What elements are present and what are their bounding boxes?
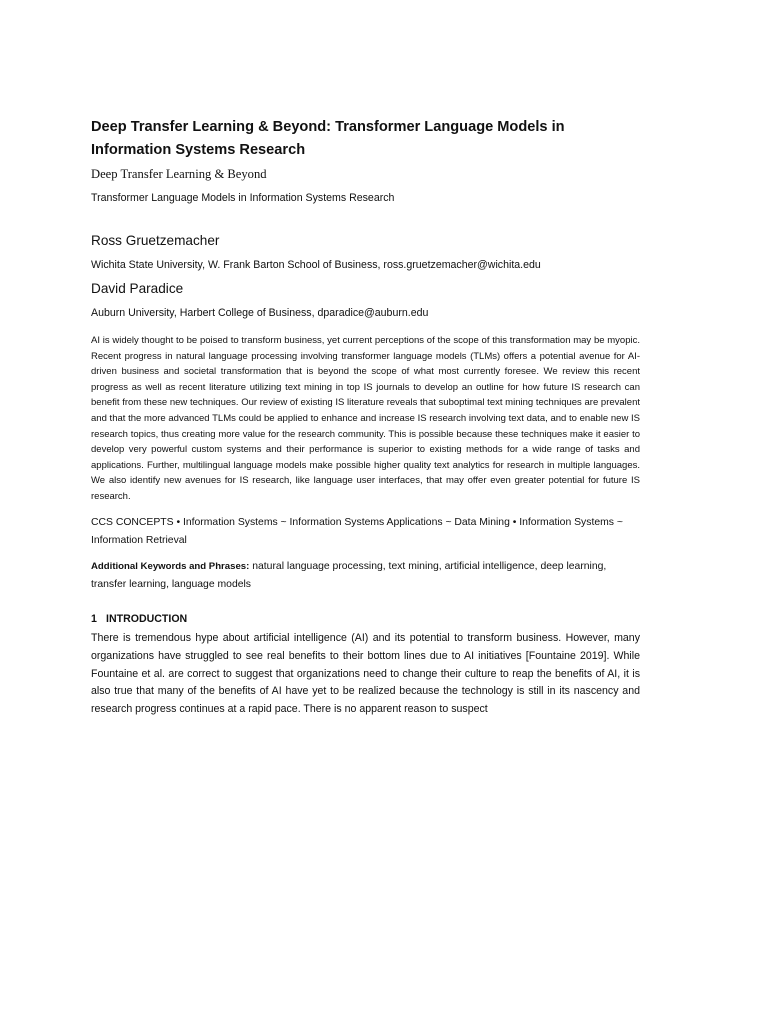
abstract: AI is widely thought to be poised to transform business, yet current perceptions of the scope of this transformation may be myopic. Recent progress in natural language processing involving transformer language models (TLMs) offers a potential avenue for AI-driven business and societal transformation that is beyond the scope of what most currently foresee. We review this recent progress as well as recent literature utilizing text mining in top IS journals to develop an outline for how future IS research can benefit from these new techniques. Our review of existing IS literature reveals that suboptimal text mining techniques are prevalent and that the more advanced TLMs could be applied to enhance and increase IS research involving text data, and to enable new IS research topics, thus creating more value for the research community. This is possible because these techniques make it easier to develop very powerful custom systems and their performance is superior to existing methods for a wide range of tasks and applications. Further, multilingual language models make possible higher quality text analytics for research in multiple languages. We also identify new avenues for IS research, like language user interfaces, that may offer even greater potential for future IS research. [91,335,640,502]
keywords-text: natural language processing, text mining, artificial intelligence, deep learning, transfer learning, language models [91,561,607,590]
keywords-block [91,558,640,594]
section-heading [91,611,187,627]
keywords-label: Additional Keywords and Phrases: [91,561,250,572]
author-affiliation: Auburn University, Harbert College of Business, dparadice@auburn.edu [91,307,429,319]
section-number: 1 [91,613,97,625]
short-title: Deep Transfer Learning & Beyond [91,167,267,181]
section-title: INTRODUCTION [106,613,188,625]
introduction-body: There is tremendous hype about artificial intelligence (AI) and its potential to transform business. However, many organizations have struggled to see real benefits to their bottom lines due to AI initiatives [Fountaine 2019]. While Fountaine et al. are correct to suggest that organizations need to change their culture to reap the benefits of AI, it is also true that many of the benefits of AI have yet to be realized because the technology is still in its nascency and research progress continues at a rapid pace. There is no apparent reason to suspect [91,632,640,716]
paper-subtitle: Transformer Language Models in Information Systems Research [91,192,395,204]
author-affiliation: Wichita State University, W. Frank Barton School of Business, ross.gruetzemacher@wichita.edu [91,259,541,271]
paper-title: Deep Transfer Learning & Beyond: Transformer Language Models in Information Systems Research [91,119,565,158]
author-name: Ross Gruetzemacher [91,233,220,248]
ccs-concepts: CCS CONCEPTS • Information Systems ~ Information Systems Applications ~ Data Mining • Information Systems ~ Information Retrieval [91,517,623,546]
author-name: David Paradice [91,281,184,296]
